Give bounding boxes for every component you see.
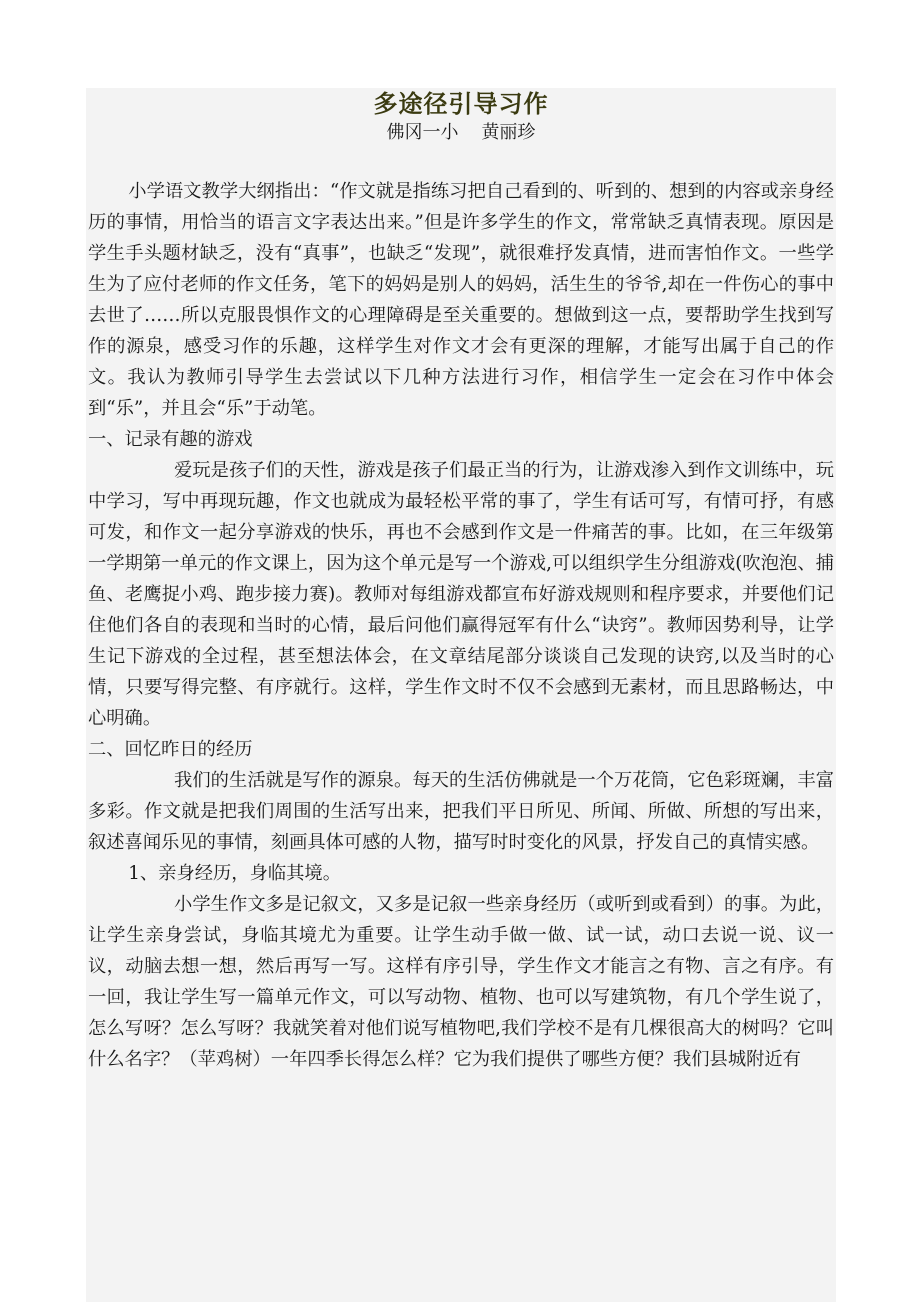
section-heading-games: 一、记录有趣的游戏 — [88, 429, 253, 450]
document-title: 多途径引导习作 — [373, 90, 549, 118]
subsection-personal-paragraph: 小学生作文多是记叙文，又多是记叙一些亲身经历（或听到或看到）的事。为此，让学生亲身尝试，身临其境尤为重要。让学生动手做一做、试一试，动口去说一说、议一议，动脑去想一想，然后再写一写。这样有序引导，学生作文才能言之有物、言之有序。有一回，我让学生写一篇单元作文，可以写动物、植物、也可以写建筑物，有几个学生说了，怎么写呀？怎么写呀？我就笑着对他们说写植物吧,我们学校不是有几棵很高大的树吗？它叫什么名字？（苹鸡树）一年四季长得怎么样？它为我们提供了哪些方便？我们县城附近有 — [88, 894, 834, 1070]
section-games-paragraph: 爱玩是孩子们的天性，游戏是孩子们最正当的行为，让游戏渗入到作文训练中，玩中学习，写中再现玩趣，作文也就成为最轻松平常的事了，学生有话可写，有情可抒，有感可发，和作文一起分享游戏的快乐，再也不会感到作文是一件痛苦的事。比如，在三年级第一学期第一单元的作文课上，因为这个单元是写一个游戏,可以组织学生分组游戏(吹泡泡、捕鱼、老鹰捉小鸡、跑步接力赛)。教师对每组游戏都宣布好游戏规则和程序要求，并要他们记住他们各自的表现和当时的心情，最后问他们赢得冠军有什么“诀窍”。教师因势利导，让学生记下游戏的全过程，甚至想法体会，在文章结尾部分谈谈自己发现的诀窍,以及当时的心情，只要写得完整、有序就行。这样，学生作文时不仅不会感到无素材，而且思路畅达，中心明确。 — [88, 460, 834, 729]
section-heading-experience: 二、回忆昨日的经历 — [88, 739, 253, 760]
document-body — [88, 88, 834, 1075]
section-experience-paragraph: 我们的生活就是写作的源泉。每天的生活仿佛就是一个万花筒，它色彩斑斓，丰富多彩。作文就是把我们周围的生活写出来，把我们平日所见、所闻、所做、所想的写出来，叙述喜闻乐见的事情，刻画具体可感的人物，描写时时变化的风景，抒发自己的真情实感。 — [88, 770, 834, 853]
document-author: 佛冈一小 黄丽珍 — [386, 122, 536, 143]
intro-paragraph: 小学语文教学大纲指出：“作文就是指练习把自己看到的、听到的、想到的内容或亲身经历的事情，用恰当的语言文字表达出来。”但是许多学生的作文，常常缺乏真情表现。原因是学生手头题材缺乏，没有“真事”，也缺乏“发现”，就很难抒发真情，进而害怕作文。一些学生为了应付老师的作文任务，笔下的妈妈是别人的妈妈，活生生的爷爷,却在一件伤心的事中去世了……所以克服畏惧作文的心理障碍是至关重要的。想做到这一点，要帮助学生找到写作的源泉，感受习作的乐趣，这样学生对作文才会有更深的理解，才能写出属于自己的作文。我认为教师引导学生去尝试以下几种方法进行习作，相信学生一定会在习作中体会到“乐”，并且会“乐”于动笔。 — [88, 181, 834, 419]
subsection-heading-personal: 1、亲身经历，身临其境。 — [128, 863, 341, 884]
